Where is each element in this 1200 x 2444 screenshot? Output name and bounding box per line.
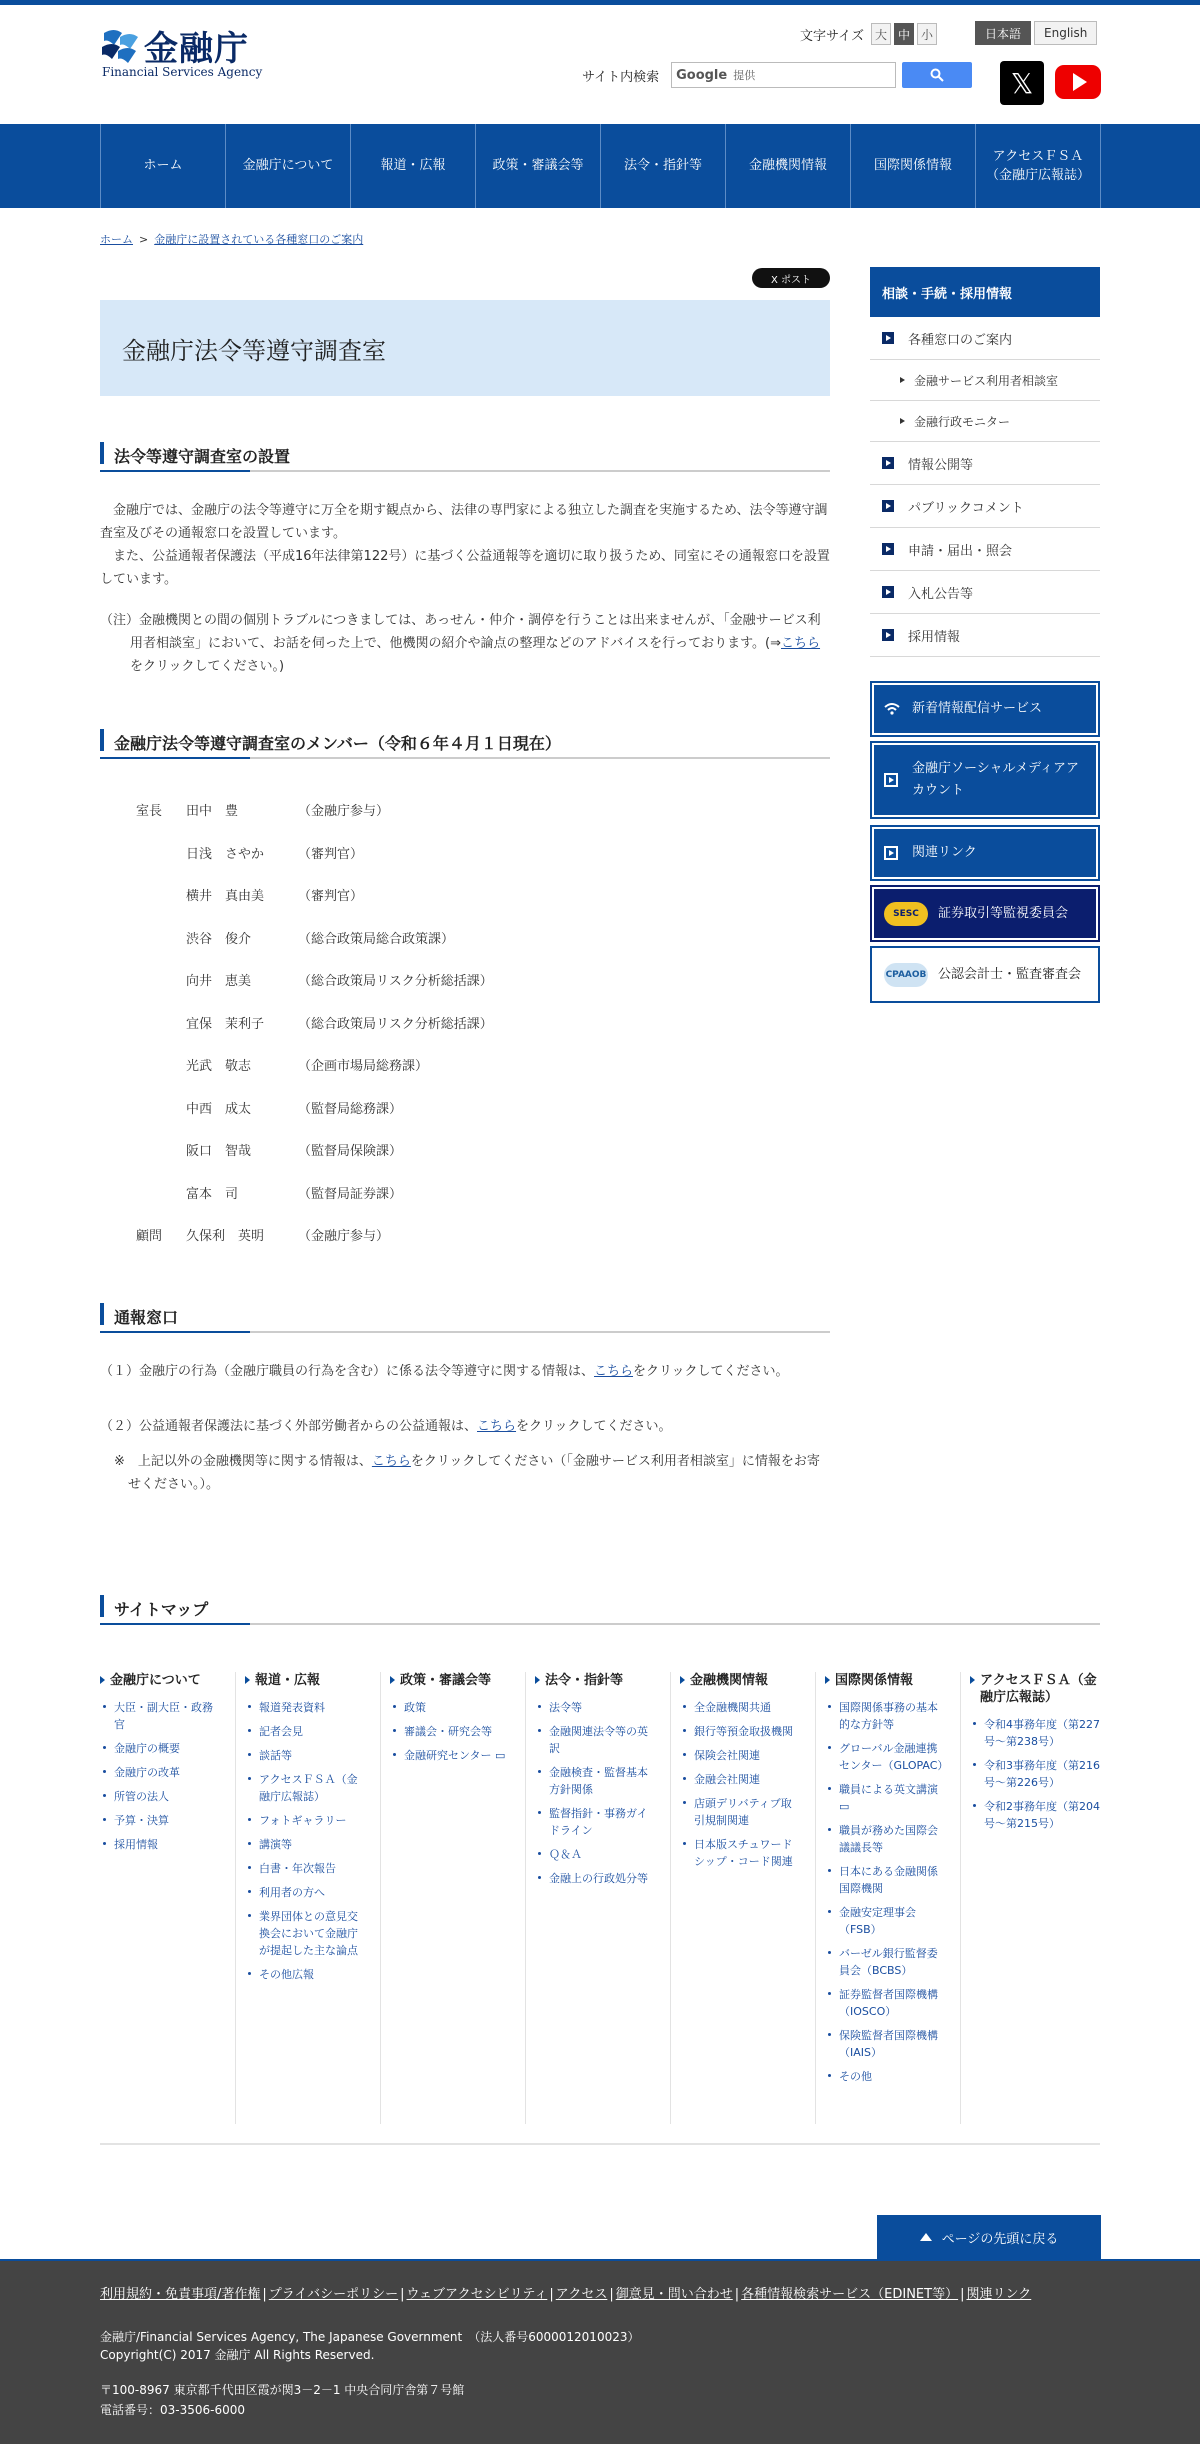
arrow-square-icon — [882, 629, 894, 641]
sitemap-link[interactable]: 職員による英文講演 ▭ — [825, 1781, 945, 1815]
sitemap-divider — [100, 2143, 1100, 2145]
setup-note — [100, 609, 830, 678]
sidebar-item[interactable] — [870, 614, 1100, 657]
section-heading-text: 金融庁法令等遵守調査室のメンバー（令和６年４月１日現在） — [114, 734, 561, 753]
footer-link-separator: | — [734, 2287, 740, 2302]
sitemap-column-divider — [960, 1672, 961, 2124]
arrow-square-icon — [882, 457, 894, 469]
wifi-icon — [884, 702, 900, 716]
sidebar-item-label: 採用情報 — [908, 629, 961, 645]
member-name: 宜保 茉利子 — [186, 1016, 265, 1032]
member-row — [136, 800, 736, 820]
sitemap-column — [100, 1672, 220, 1860]
site-header — [0, 5, 1200, 123]
sidebar — [870, 267, 1100, 657]
nav-item-laws[interactable]: 法令・指針等 — [601, 124, 726, 208]
footer-address: 〒100-8967 東京都千代田区霞が関3－2－1 中央合同庁舎第７号館 — [100, 2383, 465, 2397]
youtube-icon[interactable] — [1055, 65, 1101, 99]
member-name: 阪口 智哉 — [186, 1144, 252, 1159]
sitemap-link[interactable]: 法令等 — [535, 1699, 655, 1716]
sitemap-heading-text: サイトマップ — [114, 1600, 209, 1619]
section-heading-text: 通報窓口 — [114, 1308, 179, 1327]
sitemap-column — [970, 1672, 1100, 1839]
sitemap-link[interactable]: 日本にある金融関係国際機関 — [825, 1863, 945, 1897]
sitemap-link[interactable]: 審議会・研究会等 — [390, 1723, 510, 1740]
search-label: サイト内検索 — [582, 69, 660, 85]
footer-link[interactable]: 御意見・問い合わせ — [615, 2287, 733, 2302]
section-heading-setup — [100, 442, 830, 472]
sitemap-link[interactable]: 国際関係事務の基本的な方針等 — [825, 1699, 945, 1733]
member-title: （金融庁参与） — [298, 1229, 390, 1244]
sitemap-column-title[interactable]: 法令・指針等 — [535, 1672, 655, 1689]
sitemap-column-divider — [815, 1672, 816, 2124]
font-size-large-button[interactable]: 大 — [871, 23, 891, 45]
member-row — [136, 1225, 736, 1245]
sidebar-item-label: 情報公開等 — [908, 457, 974, 473]
sitemap-link[interactable]: 令和2事務年度（第204号〜第215号） — [970, 1798, 1100, 1832]
member-title: （企画市場局総務課） — [298, 1059, 429, 1074]
member-name: 富本 司 — [186, 1186, 239, 1202]
search-placeholder: 提供 — [733, 69, 756, 82]
sitemap-link[interactable]: 利用者の方へ — [245, 1884, 365, 1901]
footer-link[interactable]: 各種情報検索サービス（EDINET等） — [741, 2287, 959, 2302]
page-title: 金融庁法令等遵守調査室 — [100, 300, 830, 396]
nav-item-home[interactable]: ホーム — [101, 124, 226, 208]
logo-text-en: Financial Services Agency — [102, 65, 263, 79]
arrow-square-icon — [884, 846, 898, 860]
font-size-medium-button[interactable]: 中 — [894, 23, 914, 45]
member-title: （審判官） — [298, 889, 364, 904]
rss-banner[interactable] — [870, 681, 1100, 737]
sitemap-link[interactable]: 全金融機関共通 — [680, 1699, 800, 1716]
sitemap-link[interactable]: 予算・決算 — [100, 1812, 220, 1829]
nav-item-policy[interactable]: 政策・審議会等 — [476, 124, 601, 208]
section-heading-text: 法令等遵守調査室の設置 — [114, 447, 291, 466]
member-row — [136, 1183, 736, 1203]
sitemap-link[interactable]: 職員が務めた国際会議議長等 — [825, 1822, 945, 1856]
sitemap-column — [680, 1672, 800, 1877]
sitemap-link[interactable]: 金融会社関連 — [680, 1771, 800, 1788]
member-row — [136, 1140, 736, 1160]
sidebar-item-label: 申請・届出・照会 — [908, 543, 1013, 559]
footer-phone: 電話番号：03-3506-6000 — [100, 2403, 246, 2417]
nav-item-international[interactable]: 国際関係情報 — [851, 124, 976, 208]
sitemap-link[interactable]: 採用情報 — [100, 1836, 220, 1853]
cpaaob-logo-icon: CPAAOB — [884, 963, 928, 987]
sitemap-link[interactable]: 日本版スチュワードシップ・コード関連 — [680, 1836, 800, 1870]
sitemap-column-title[interactable]: 金融機関情報 — [680, 1672, 800, 1689]
lang-japanese-button[interactable]: 日本語 — [975, 21, 1031, 45]
setup-paragraph-1: 金融庁では、金融庁の法令等遵守に万全を期す観点から、法律の専門家による独立した調査を実施するため、法令等遵守調査室及びその通報窓口を設置しています。 — [100, 503, 828, 541]
member-name: 久保利 英明 — [186, 1229, 265, 1244]
contact-link-3[interactable]: こちら — [371, 1454, 411, 1469]
sitemap-column — [390, 1672, 510, 1771]
contact-text: （１）金融庁の行為（金融庁職員の行為を含む）に係る法令等遵守に関する情報は、 — [100, 1364, 595, 1379]
member-row — [136, 970, 736, 990]
sidebar-item-label: 各種窓口のご案内 — [908, 332, 1013, 348]
footer-copyright: Copyright(C) 2017 金融庁 All Rights Reserved. — [100, 2348, 375, 2362]
contact-item-2 — [100, 1415, 830, 1438]
sitemap-link[interactable]: その他広報 — [245, 1966, 365, 1983]
nav-item-access-fsa[interactable]: アクセスＦＳＡ （金融庁広報誌） — [976, 124, 1101, 208]
sesc-banner-label: 証券取引等監視委員会 — [938, 905, 1069, 921]
member-role: 室長 — [136, 804, 163, 819]
contact-text: （２）公益通報者保護法に基づく外部労働者からの公益通報は、 — [100, 1419, 478, 1434]
section-heading-contact — [100, 1303, 830, 1333]
main-content — [100, 300, 830, 396]
member-name: 日浅 さやか — [186, 846, 265, 862]
social-media-banner[interactable] — [870, 741, 1100, 819]
sidebar-item-label: 金融サービス利用者相談室 — [914, 373, 1059, 388]
cpaaob-banner[interactable] — [870, 946, 1100, 1003]
breadcrumb-home-link[interactable]: ホーム — [100, 233, 133, 246]
sitemap-column — [245, 1672, 365, 1990]
sitemap-link[interactable]: 白書・年次報告 — [245, 1860, 365, 1877]
sitemap-link[interactable]: 店頭デリバティブ取引規制関連 — [680, 1795, 800, 1829]
contact-text-end: をクリックしてください。 — [633, 1364, 789, 1379]
nav-item-institutions[interactable]: 金融機関情報 — [726, 124, 851, 208]
sitemap-link[interactable]: Ｑ＆Ａ — [535, 1846, 655, 1863]
member-role: 顧問 — [136, 1229, 163, 1244]
footer-link[interactable]: 関連リンク — [966, 2287, 1032, 2302]
fsa-logo[interactable] — [100, 25, 270, 85]
sidebar-item[interactable] — [870, 317, 1100, 360]
sidebar-item[interactable] — [870, 571, 1100, 614]
sesc-banner[interactable] — [870, 885, 1100, 942]
sidebar-item[interactable] — [870, 442, 1100, 485]
lang-english-button[interactable]: English — [1034, 21, 1097, 45]
sitemap-link[interactable]: 監督指針・事務ガイドライン — [535, 1805, 655, 1839]
sitemap-link[interactable]: 令和4事務年度（第227号〜第238号） — [970, 1716, 1100, 1750]
arrow-square-icon — [882, 586, 894, 598]
arrow-up-icon — [920, 2233, 932, 2241]
sitemap-link[interactable]: アクセスＦＳＡ（金融庁広報誌） — [245, 1771, 365, 1805]
font-size-label: 文字サイズ — [800, 28, 864, 44]
footer-link[interactable]: ウェブアクセシビリティ — [406, 2287, 548, 2302]
member-name: 渋谷 俊介 — [186, 931, 252, 947]
sitemap-column — [535, 1672, 655, 1894]
arrow-square-icon — [882, 543, 894, 555]
sidebar-item-label: 金融行政モニター — [914, 414, 1011, 429]
x-icon[interactable]: 𝕏 — [1000, 61, 1044, 105]
contact-text-end: をクリックしてください。 — [516, 1419, 672, 1434]
setup-paragraph-2: また、公益通報者保護法（平成16年法律第122号）に基づく公益通報等を適切に取り扱うため、同室にその通報窓口を設置しています。 — [100, 549, 830, 587]
sitemap-link[interactable]: 記者会見 — [245, 1723, 365, 1740]
sitemap-column-title[interactable]: 国際関係情報 — [825, 1672, 945, 1689]
sitemap-column-title[interactable]: 金融庁について — [100, 1672, 220, 1689]
sitemap-link[interactable]: 証券監督者国際機構（IOSCO） — [825, 1986, 945, 2020]
arrow-square-icon — [882, 500, 894, 512]
sidebar-item-label: パブリックコメント — [908, 500, 1024, 516]
sidebar-heading: 相談・手続・採用情報 — [870, 267, 1100, 317]
footer-link[interactable]: アクセス — [555, 2287, 608, 2302]
nav-item-press[interactable]: 報道・広報 — [351, 124, 476, 208]
sitemap-column-divider — [525, 1672, 526, 2124]
sitemap-column-divider — [380, 1672, 381, 2124]
fsa-logo-mark-icon — [100, 27, 140, 65]
site-search — [582, 62, 972, 88]
sesc-logo-icon: SESC — [884, 902, 928, 926]
member-row — [136, 1013, 736, 1033]
member-title: （審判官） — [298, 846, 364, 862]
breadcrumb-separator: > — [139, 233, 149, 246]
member-name: 中西 成太 — [186, 1101, 252, 1117]
contact-text-end: をクリックしてください（「金融サービス利用者相談室」に情報をお寄せください。）。 — [128, 1454, 820, 1492]
breadcrumb — [100, 231, 363, 247]
sitemap-link[interactable]: 所管の法人 — [100, 1788, 220, 1805]
sidebar-item-label: 入札公告等 — [908, 586, 974, 602]
magnifier-icon — [930, 68, 944, 82]
contact-link-1[interactable]: こちら — [594, 1364, 634, 1379]
sitemap-column-title[interactable]: 報道・広報 — [245, 1672, 365, 1689]
note-text: （注）金融機関との間の個別トラブルにつきましては、あっせん・仲介・調停を行うことは出来ませんが、「金融サービス利用者相談室」において、お話を伺った上で、他機関の紹介や論点の整理などのアドバイスを行っております。(⇒ — [100, 613, 821, 651]
sitemap-link[interactable]: 保険監督者国際機構（IAIS） — [825, 2027, 945, 2061]
member-row — [136, 1055, 736, 1075]
sitemap-link[interactable]: フォトギャラリー — [245, 1812, 365, 1829]
breadcrumb-current-link[interactable]: 金融庁に設置されている各種窓口のご案内 — [154, 233, 364, 246]
member-name: 横井 真由美 — [186, 889, 265, 904]
font-size-switcher — [800, 23, 937, 45]
sitemap-link[interactable]: 令和3事務年度（第216号〜第226号） — [970, 1757, 1100, 1791]
footer-link-separator: | — [609, 2287, 614, 2302]
footer-link-separator: | — [400, 2287, 405, 2302]
sitemap-column-title[interactable]: アクセスＦＳＡ（金融庁広報誌） — [970, 1672, 1100, 1706]
footer-link-separator: | — [262, 2287, 267, 2302]
sitemap-link[interactable]: 大臣・副大臣・政務官 — [100, 1699, 220, 1733]
sitemap-link[interactable]: 金融上の行政処分等 — [535, 1870, 655, 1887]
search-button[interactable] — [902, 62, 972, 88]
social-media-banner-label: 金融庁ソーシャルメディアアカウント — [912, 761, 1080, 798]
search-input[interactable] — [671, 62, 896, 88]
related-links-banner[interactable] — [870, 825, 1100, 881]
member-title: （監督局証券課） — [298, 1186, 403, 1202]
member-title: （監督局保険課） — [298, 1144, 403, 1159]
footer-links — [100, 2283, 1031, 2302]
sitemap-column — [825, 1672, 949, 2092]
logo-text-jp: 金融庁 — [144, 29, 249, 69]
sitemap-link[interactable]: 談話等 — [245, 1747, 365, 1764]
sitemap-link[interactable]: 政策 — [390, 1699, 510, 1716]
sidebar-item[interactable] — [870, 360, 1100, 401]
sitemap-link[interactable]: 金融関連法令等の英訳 — [535, 1723, 655, 1757]
sitemap-link[interactable]: 保険会社関連 — [680, 1747, 800, 1764]
note-link[interactable]: こちら — [781, 636, 821, 651]
back-to-top-label: ページの先頭に戻る — [941, 2231, 1059, 2247]
cpaaob-banner-label: 公認会計士・監査審査会 — [938, 966, 1082, 982]
site-footer — [0, 2259, 1200, 2444]
global-nav — [0, 124, 1200, 208]
member-row — [136, 928, 736, 948]
footer-link[interactable]: 利用規約・免責事項/著作権 — [100, 2287, 261, 2302]
sitemap-link[interactable]: 講演等 — [245, 1836, 365, 1853]
sitemap-link[interactable]: 金融庁の概要 — [100, 1740, 220, 1757]
rss-banner-label: 新着情報配信サービス — [912, 701, 1043, 716]
member-name: 光武 敬志 — [186, 1059, 252, 1074]
sidebar-item[interactable] — [870, 485, 1100, 528]
nav-item-about[interactable]: 金融庁について — [226, 124, 351, 208]
sidebar-menu — [870, 317, 1100, 657]
sitemap-link[interactable]: 金融検査・監督基本方針関係 — [535, 1764, 655, 1798]
sitemap-link[interactable]: 金融庁の改革 — [100, 1764, 220, 1781]
contact-item-3 — [100, 1450, 830, 1496]
contact-text: ※ 上記以外の金融機関等に関する情報は、 — [114, 1454, 372, 1469]
sitemap-link[interactable]: バーゼル銀行監督委員会（BCBS） — [825, 1945, 945, 1979]
x-post-button[interactable]: X ポスト — [752, 268, 830, 288]
member-title: （監督局総務課） — [298, 1101, 403, 1117]
member-title: （総合政策局リスク分析総括課） — [298, 974, 493, 989]
member-title: （総合政策局リスク分析総括課） — [298, 1016, 493, 1032]
arrow-square-icon — [882, 332, 894, 344]
sidebar-item[interactable] — [870, 401, 1100, 442]
note-text-end: をクリックしてください。) — [130, 659, 285, 674]
footer-link-separator: | — [549, 2287, 554, 2302]
font-size-small-button[interactable]: 小 — [917, 23, 937, 45]
sitemap-link[interactable]: 銀行等預金取扱機関 — [680, 1723, 800, 1740]
footer-org: 金融庁/Financial Services Agency, The Japanese Government （法人番号6000012010023） — [100, 2330, 640, 2344]
contact-item-1 — [100, 1360, 830, 1383]
related-links-banner-label: 関連リンク — [912, 845, 977, 860]
sitemap-link[interactable]: グローバル金融連携センター（GLOPAC） — [825, 1740, 945, 1774]
sitemap-column-divider — [235, 1672, 236, 2124]
member-title: （金融庁参与） — [298, 804, 390, 819]
member-row — [136, 1098, 736, 1118]
sitemap-column-title[interactable]: 政策・審議会等 — [390, 1672, 510, 1689]
member-title: （総合政策局総合政策課） — [298, 931, 455, 947]
sidebar-item[interactable] — [870, 528, 1100, 571]
footer-link[interactable]: プライバシーポリシー — [268, 2287, 399, 2302]
sitemap-column-divider — [670, 1672, 671, 2124]
language-switcher — [975, 21, 1097, 45]
search-brand: Google — [676, 67, 728, 83]
sitemap-link[interactable]: 金融研究センター ▭ — [390, 1747, 510, 1764]
member-name: 向井 恵美 — [186, 974, 252, 989]
member-row — [136, 843, 736, 863]
contact-link-2[interactable]: こちら — [477, 1419, 517, 1434]
section-heading-members — [100, 729, 830, 759]
sitemap-heading — [100, 1595, 1100, 1625]
back-to-top-button[interactable] — [877, 2215, 1101, 2259]
arrow-square-icon — [884, 773, 898, 787]
member-row — [136, 885, 736, 905]
footer-link-separator: | — [960, 2287, 965, 2302]
sitemap-link[interactable]: 金融安定理事会（FSB） — [825, 1904, 945, 1938]
sitemap-link[interactable]: その他 — [825, 2068, 945, 2085]
sitemap-link[interactable]: 業界団体との意見交換会において金融庁が提起した主な論点 — [245, 1908, 365, 1959]
member-name: 田中 豊 — [186, 804, 239, 819]
sitemap-link[interactable]: 報道発表資料 — [245, 1699, 365, 1716]
